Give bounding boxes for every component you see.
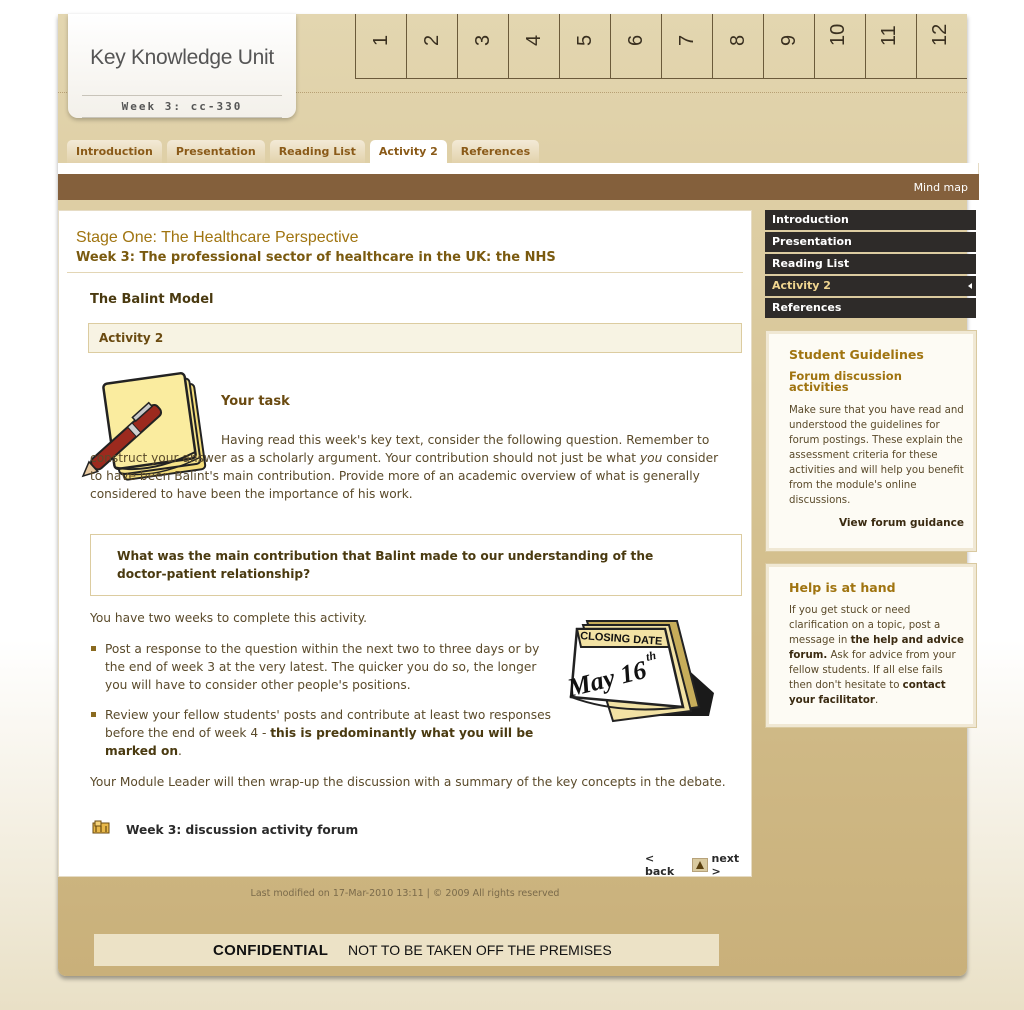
- week-2-link[interactable]: [406, 14, 457, 79]
- divider: [82, 95, 282, 96]
- week-5-link[interactable]: [559, 14, 610, 79]
- footer-text: Last modified on 17-Mar-2010 13:11 | © 2009 All rights reserved: [250, 888, 560, 899]
- confidential-label: CONFIDENTIAL: [213, 942, 329, 959]
- sidebar-item-introduction[interactable]: Introduction: [765, 210, 976, 230]
- week-number: 7: [676, 34, 698, 46]
- week-1-link[interactable]: [355, 14, 406, 79]
- tab-introduction[interactable]: Introduction: [67, 140, 162, 163]
- week-7-link[interactable]: [661, 14, 712, 79]
- question-box: [90, 534, 742, 596]
- week-number: 2: [421, 34, 443, 46]
- panel-subheading: Forum discussion activities: [789, 369, 902, 394]
- task-text: Having read this week's key text, consider the following question. Remember to construct your answer as a scholarly argument. Your contribution should not just be what: [90, 433, 710, 465]
- panel-heading: Help is at hand: [789, 580, 896, 595]
- mind-map-link[interactable]: Mind map: [913, 181, 968, 194]
- unit-title-card: [68, 14, 296, 118]
- week-3-link[interactable]: [457, 14, 508, 79]
- up-arrow-icon[interactable]: [692, 858, 708, 872]
- confidential-banner: [94, 934, 719, 966]
- stage-heading: Stage One: The Healthcare Perspective: [76, 229, 359, 246]
- tab-underline: [58, 163, 979, 174]
- sidebar-item-references[interactable]: References: [765, 298, 976, 318]
- activity-header: [88, 323, 742, 353]
- confidential-notice: NOT TO BE TAKEN OFF THE PREMISES: [348, 942, 612, 958]
- list-item-text: .: [178, 744, 182, 758]
- sidebar-item-presentation[interactable]: Presentation: [765, 232, 976, 252]
- instruction-list: [90, 640, 560, 772]
- calendar-date: May 16: [564, 654, 650, 703]
- sidebar-item-label: Activity 2: [772, 279, 831, 292]
- calendar-label: CLOSING DATE: [579, 630, 663, 648]
- week-number: 8: [727, 34, 749, 46]
- week-number: 9: [778, 34, 800, 46]
- main-content: [58, 210, 752, 877]
- tab-bar: [67, 140, 544, 163]
- week-number: 10: [827, 23, 849, 46]
- week-number: 12: [929, 23, 951, 46]
- tab-activity-2[interactable]: Activity 2: [370, 140, 447, 163]
- week-heading: Week 3: The professional sector of healthcare in the UK: the NHS: [76, 250, 556, 265]
- help-panel: [765, 563, 977, 728]
- week-12-link[interactable]: [916, 14, 967, 79]
- task-emphasis: you: [639, 451, 663, 465]
- list-item: [90, 706, 560, 760]
- week-number: 4: [523, 34, 545, 46]
- week-number: 6: [625, 34, 647, 46]
- tab-reading-list[interactable]: Reading List: [270, 140, 365, 163]
- contact-facilitator-link[interactable]: contact your facilitator: [789, 680, 946, 706]
- tab-references[interactable]: References: [452, 140, 539, 163]
- week-selector: [355, 14, 967, 79]
- week-number: 5: [574, 34, 596, 46]
- unit-subtitle: Week 3: cc-330: [121, 100, 243, 113]
- question-text: What was the main contribution that Balint made to our understanding of the doctor-patient relationship?: [117, 549, 654, 581]
- back-link[interactable]: < back: [645, 852, 675, 878]
- divider: [82, 117, 282, 118]
- section-title: The Balint Model: [90, 292, 214, 307]
- page-navigation: [645, 852, 751, 878]
- side-navigation: [765, 210, 976, 320]
- sidebar-item-activity-2[interactable]: [765, 276, 976, 296]
- view-forum-guidance-link[interactable]: View forum guidance: [838, 517, 964, 529]
- task-text: consider to have been Balint's main contribution. Provide more of an academic overview of what is generally considered to have been the importance of his work.: [90, 451, 719, 501]
- help-forum-link[interactable]: the help and advice forum.: [789, 635, 964, 661]
- week-number: 3: [472, 34, 494, 46]
- week-4-link[interactable]: [508, 14, 559, 79]
- panel-body: [789, 603, 969, 708]
- sub-toolbar: [58, 174, 979, 200]
- task-description: [90, 431, 720, 503]
- activity-label: Activity 2: [99, 331, 164, 345]
- week-9-link[interactable]: [763, 14, 814, 79]
- tab-presentation[interactable]: Presentation: [167, 140, 265, 163]
- help-text: If you get stuck or need clarification on a topic, post a message in: [789, 605, 941, 646]
- help-text: Ask for advice from your fellow students. If all else fails then don't hesitate to: [789, 650, 956, 691]
- wrapup-text: Your Module Leader will then wrap-up the discussion with a summary of the key concepts in the debate.: [90, 775, 726, 789]
- student-guidelines-panel: [765, 330, 977, 552]
- list-item-emphasis: this is predominantly what you will be marked on: [105, 726, 534, 758]
- unit-title: Key Knowledge Unit: [90, 46, 274, 69]
- closing-date-calendar-icon: [559, 611, 724, 726]
- panel-body: Make sure that you have read and understood the guidelines for forum postings. These explain the assessment criteria for these activities and will help you benefit from the module's online discussions.: [789, 405, 964, 506]
- list-item: Post a response to the question within the next two to three days or by the end of week 3 at the very latest. The quicker you do so, the longer you will have to consider other people's positions.: [90, 640, 560, 694]
- list-item-text: Review your fellow students' posts and contribute at least two responses before the end of week 4 -: [105, 708, 551, 740]
- week-11-link[interactable]: [865, 14, 916, 79]
- forum-icon: [92, 820, 110, 834]
- discussion-forum-link[interactable]: Week 3: discussion activity forum: [126, 823, 359, 837]
- divider: [67, 272, 743, 273]
- calendar-date-suffix: th: [644, 647, 658, 664]
- current-page-arrow-icon: [968, 283, 972, 289]
- panel-heading: Student Guidelines: [789, 347, 924, 362]
- task-heading: Your task: [221, 394, 290, 409]
- week-6-link[interactable]: [610, 14, 661, 79]
- next-link[interactable]: next >: [711, 852, 740, 878]
- week-10-link[interactable]: [814, 14, 865, 79]
- help-text: .: [874, 695, 879, 706]
- timeframe-text: You have two weeks to complete this activity.: [90, 611, 368, 625]
- week-number: 11: [878, 25, 900, 46]
- week-8-link[interactable]: [712, 14, 763, 79]
- sidebar-item-reading-list[interactable]: Reading List: [765, 254, 976, 274]
- week-number: 1: [370, 34, 392, 46]
